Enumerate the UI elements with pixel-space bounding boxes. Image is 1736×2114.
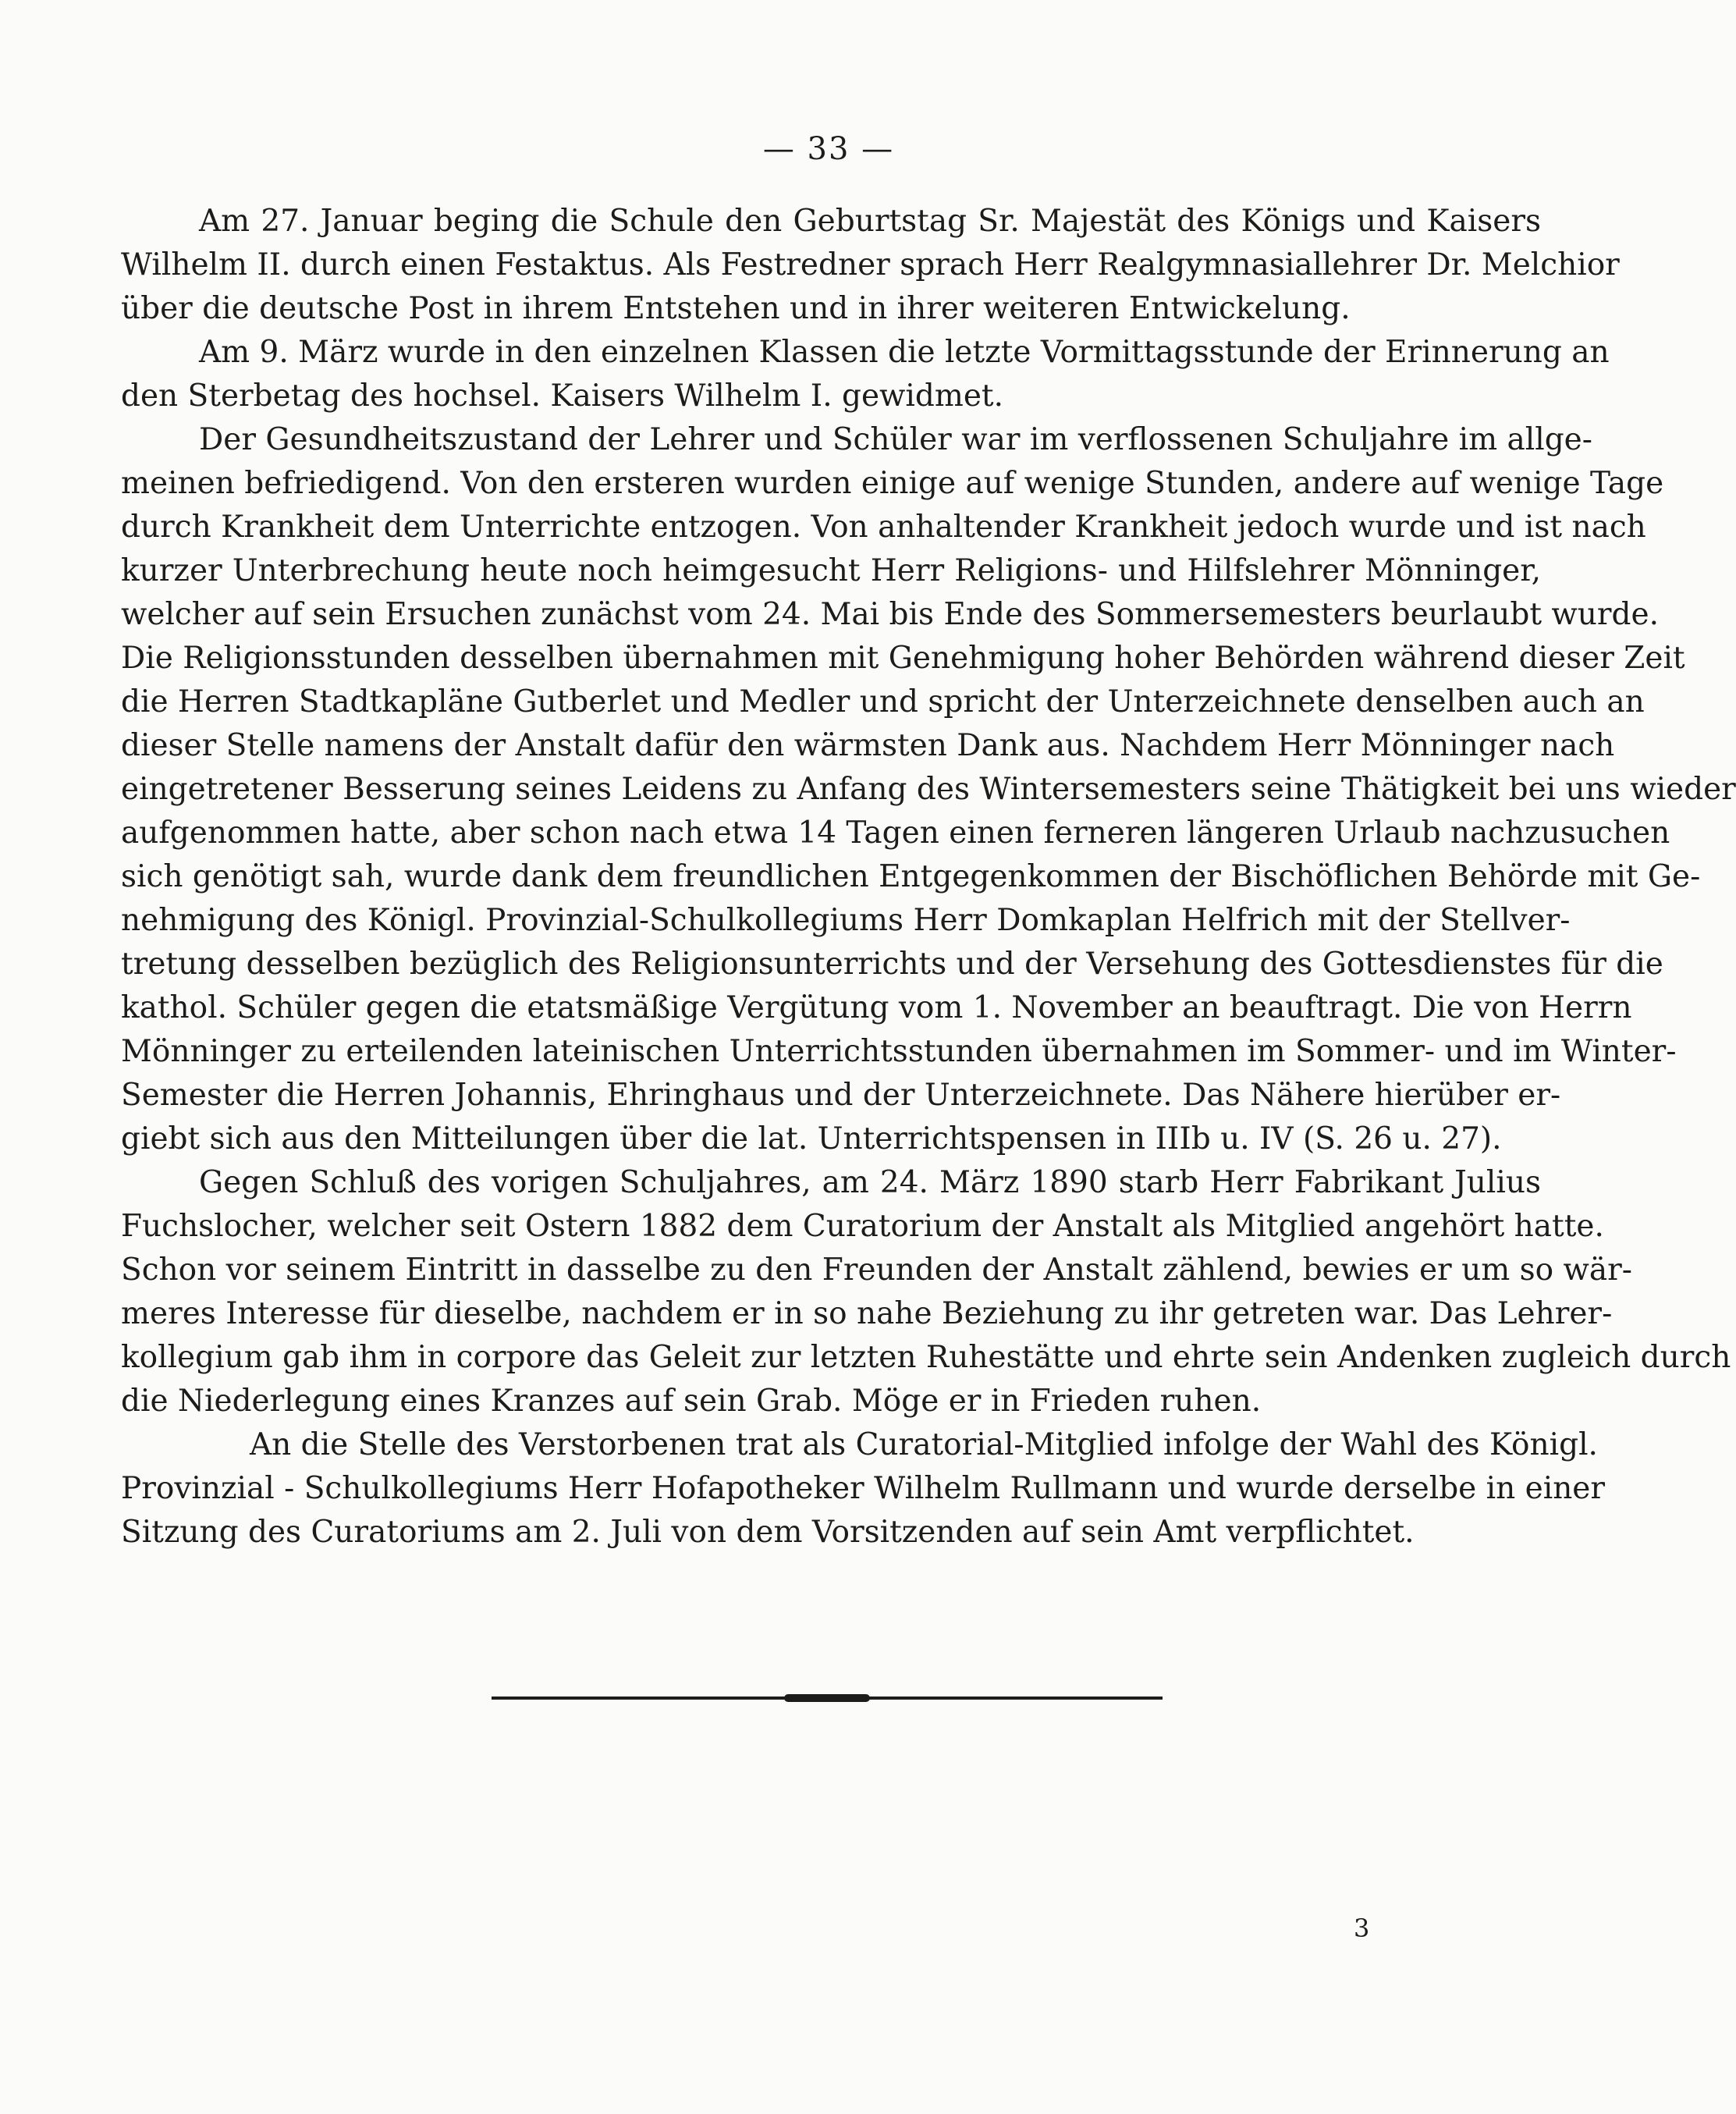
text-line: nehmigung des Königl. Provinzial-Schulkollegiums Herr Domkaplan Helfrich mit der Stellver- xyxy=(121,903,1571,938)
text-line: Sitzung des Curatoriums am 2. Juli von dem Vorsitzenden auf sein Amt verpflichtet. xyxy=(121,1515,1415,1550)
text-line: Gegen Schluß des vorigen Schuljahres, am 24. März 1890 starb Herr Fabrikant Julius xyxy=(199,1165,1541,1200)
text-line: die Herren Stadtkapläne Gutberlet und Medler und spricht der Unterzeichnete denselben auch an xyxy=(121,684,1645,719)
text-line: dieser Stelle namens der Anstalt dafür den wärmsten Dank aus. Nachdem Herr Mönninger nach xyxy=(121,728,1615,763)
text-line: Mönninger zu erteilenden lateinischen Unterrichtsstunden übernahmen im Sommer- und im Winter- xyxy=(121,1034,1677,1069)
text-line: Semester die Herren Johannis, Ehringhaus und der Unterzeichnete. Das Nähere hierüber er- xyxy=(121,1078,1561,1113)
text-line: meinen befriedigend. Von den ersteren wurden einige auf wenige Stunden, andere auf wenige Tage xyxy=(121,466,1664,501)
text-line: Schon vor seinem Eintritt in dasselbe zu den Freunden der Anstalt zählend, bewies er um so wär- xyxy=(121,1252,1632,1288)
text-line: welcher auf sein Ersuchen zunächst vom 24. Mai bis Ende des Sommersemesters beurlaubt wurde. xyxy=(121,597,1660,632)
text-line: An die Stelle des Verstorbenen trat als Curatorial-Mitglied infolge der Wahl des Königl. xyxy=(250,1427,1598,1462)
text-line: giebt sich aus den Mitteilungen über die lat. Unterrichtspensen in IIIb u. IV (S. 26 u. 27). xyxy=(121,1121,1502,1156)
text-line: Der Gesundheitszustand der Lehrer und Schüler war im verflossenen Schuljahre im allge- xyxy=(199,422,1592,457)
text-line: den Sterbetag des hochsel. Kaisers Wilhelm I. gewidmet. xyxy=(121,378,1003,414)
text-line: kollegium gab ihm in corpore das Geleit zur letzten Ruhestätte und ehrte sein Andenken zugleich durch xyxy=(121,1340,1731,1375)
section-divider-ornament xyxy=(784,1694,870,1702)
text-line: sich genötigt sah, wurde dank dem freundlichen Entgegenkommen der Bischöflichen Behörde mit Ge- xyxy=(121,859,1701,894)
text-line: aufgenommen hatte, aber schon nach etwa 14 Tagen einen ferneren längeren Urlaub nachzusuchen xyxy=(121,815,1670,851)
text-line: durch Krankheit dem Unterrichte entzogen. Von anhaltender Krankheit jedoch wurde und ist nach xyxy=(121,510,1646,545)
text-line: die Niederlegung eines Kranzes auf sein Grab. Möge er in Frieden ruhen. xyxy=(121,1384,1262,1419)
body-text xyxy=(121,200,1736,1554)
text-line: Die Religionsstunden desselben übernahmen mit Genehmigung hoher Behörden während dieser Zeit xyxy=(121,641,1685,676)
text-line: meres Interesse für dieselbe, nachdem er in so nahe Beziehung zu ihr getreten war. Das Lehrer- xyxy=(121,1296,1613,1331)
text-line: Provinzial - Schulkollegiums Herr Hofapotheker Wilhelm Rullmann und wurde derselbe in einer xyxy=(121,1471,1606,1506)
text-line: Wilhelm II. durch einen Festaktus. Als Festredner sprach Herr Realgymnasiallehrer Dr. Melchior xyxy=(121,247,1620,282)
text-line: eingetretener Besserung seines Leidens zu Anfang des Wintersemesters seine Thätigkeit bei uns wieder xyxy=(121,772,1736,807)
text-line: kathol. Schüler gegen die etatsmäßige Vergütung vom 1. November an beauftragt. Die von Herrn xyxy=(121,990,1632,1025)
sheet-signature: 3 xyxy=(1354,1913,1370,1943)
text-line: Am 27. Januar beging die Schule den Geburtstag Sr. Majestät des Königs und Kaisers xyxy=(199,204,1541,239)
text-line: kurzer Unterbrechung heute noch heimgesucht Herr Religions- und Hilfslehrer Mönninger, xyxy=(121,553,1541,588)
text-line: Fuchslocher, welcher seit Ostern 1882 dem Curatorium der Anstalt als Mitglied angehört hatte. xyxy=(121,1209,1604,1244)
page-number: — 33 — xyxy=(762,131,895,167)
text-line: Am 9. März wurde in den einzelnen Klassen die letzte Vormittagsstunde der Erinnerung an xyxy=(199,335,1610,370)
text-line: über die deutsche Post in ihrem Entstehen und in ihrer weiteren Entwickelung. xyxy=(121,291,1351,326)
text-line: tretung desselben bezüglich des Religionsunterrichts und der Versehung des Gottesdienstes für die xyxy=(121,947,1663,982)
